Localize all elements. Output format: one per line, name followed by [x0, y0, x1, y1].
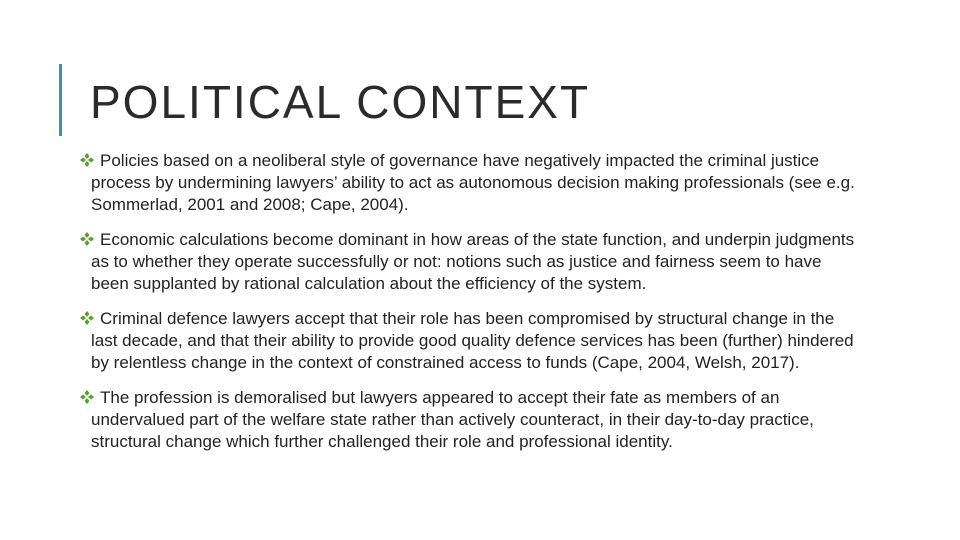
diamond-bullet-icon — [80, 311, 94, 325]
bullet-item — [80, 229, 860, 295]
bullet-text: Policies based on a neoliberal style of governance have negatively impacted the criminal justice process by undermining lawyers’ ability to act as autonomous decision making professionals (see e.g. Sommerlad, 2001 and 2008; Cape, 2004). — [91, 151, 855, 214]
bullet-list — [80, 150, 860, 453]
diamond-bullet-icon — [80, 390, 94, 404]
bullet-item — [80, 308, 860, 374]
bullet-text: Economic calculations become dominant in how areas of the state function, and underpin judgments as to whether they operate successfully or not: notions such as justice and fairness seem to have been supplanted by rational calculation about the efficiency of the system. — [91, 230, 855, 293]
diamond-bullet-icon — [80, 232, 94, 246]
bullet-item — [80, 150, 860, 216]
bullet-text: The profession is demoralised but lawyers appeared to accept their fate as members of an undervalued part of the welfare state rather than actively counteract, in their day-to-day practice, structural change which further challenged their role and professional identity. — [91, 388, 814, 451]
slide-title: POLITICAL CONTEXT — [90, 76, 591, 128]
bullet-text: Criminal defence lawyers accept that their role has been compromised by structural change in the last decade, and that their ability to provide good quality defence services has been (further) hindered by relentless change in the context of constrained access to funds (Cape, 2004, Welsh, 2017). — [91, 309, 854, 372]
bullet-item — [80, 387, 860, 453]
title-accent-bar — [59, 64, 62, 136]
diamond-bullet-icon — [80, 153, 94, 167]
